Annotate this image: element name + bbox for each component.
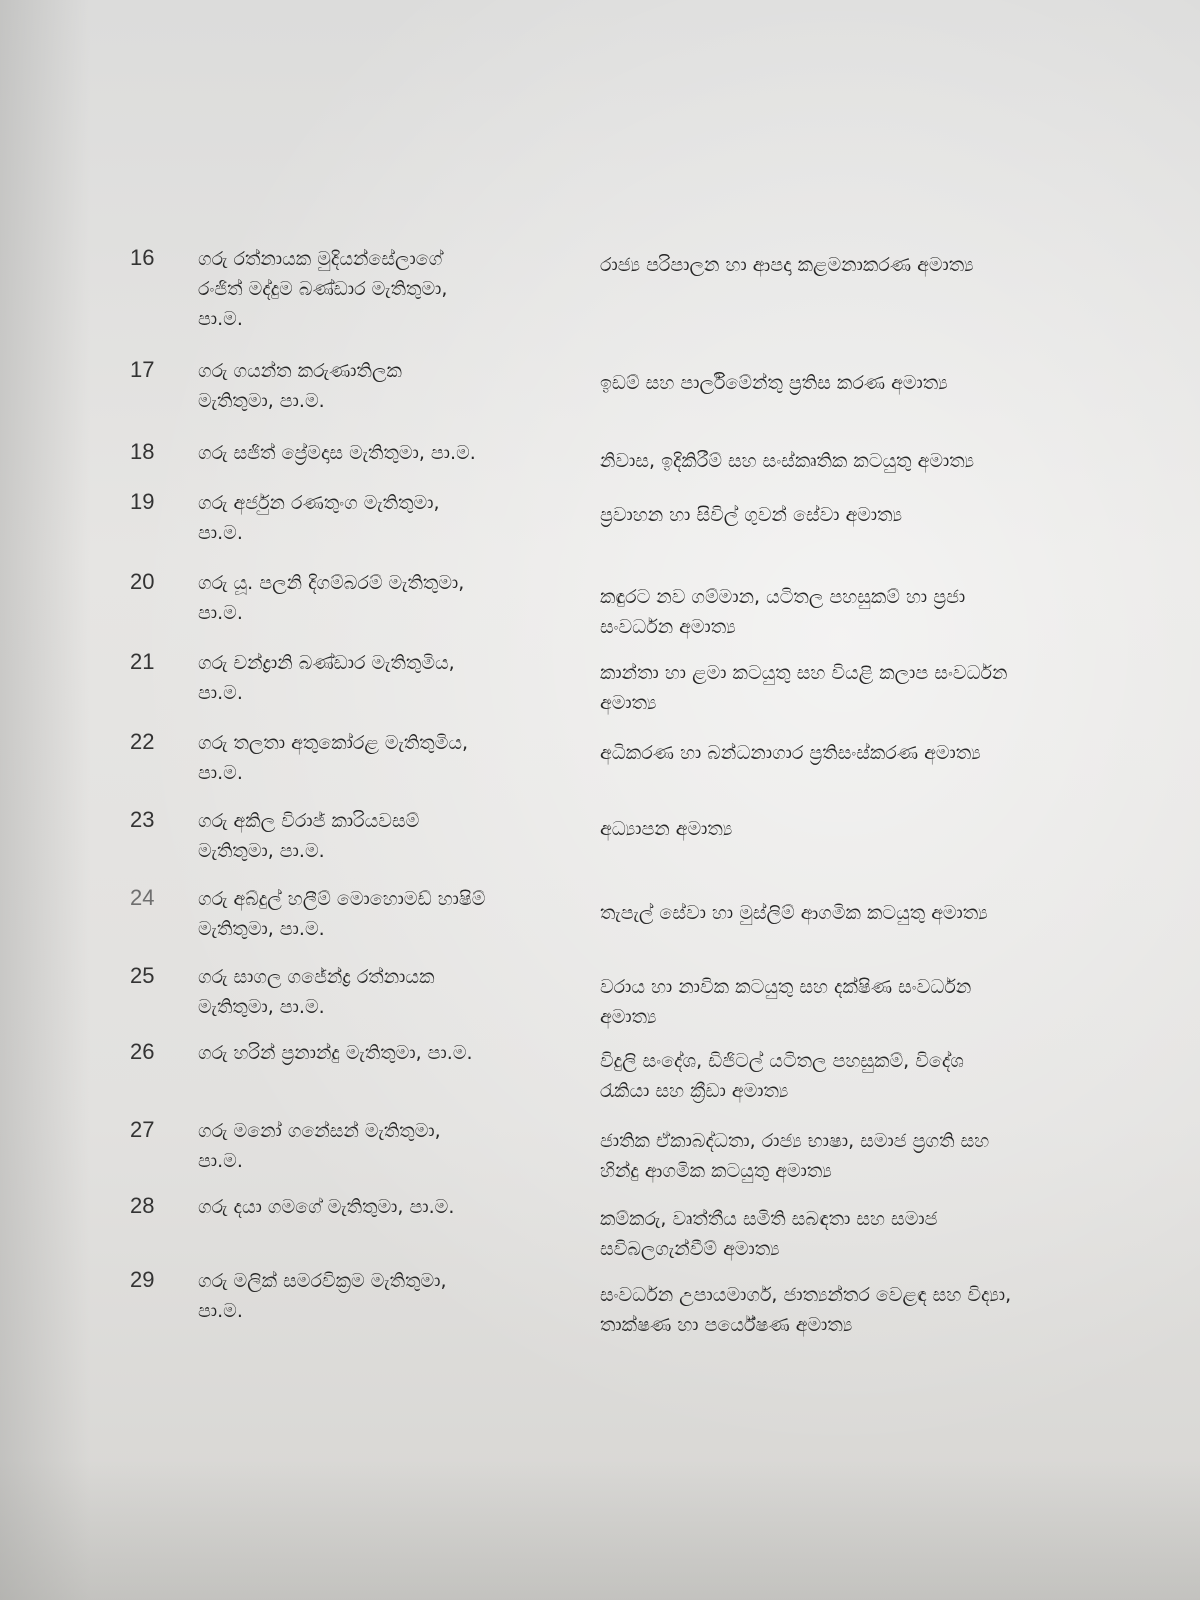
- row-number: 27: [130, 1117, 155, 1142]
- row-number: 17: [130, 357, 155, 382]
- minister-name: ගරු අබ්දුල් හලීම් මොහොමඩ් හාෂිම් මැතිතුමා, පා.ම.: [198, 888, 486, 940]
- minister-name: ගරු චන්ද්‍රානි බණ්ඩාර මැතිතුමිය, පා.ම.: [198, 652, 455, 704]
- minister-name: ගරු මනෝ ගනේසන් මැතිතුමා, පා.ම.: [198, 1120, 441, 1172]
- minister-name: ගරු තලතා අතුකෝරළ මැතිතුමිය, පා.ම.: [198, 732, 469, 784]
- ministry-title: ප්‍රවාහන හා සිවිල් ගුවන් සේවා අමාත්‍ය: [600, 504, 903, 526]
- minister-name: ගරු අර්ජුන රණතුංග මැතිතුමා, පා.ම.: [198, 492, 440, 544]
- ministry-title: රාජ්‍ය පරිපාලන හා ආපදා කළමනාකරණ අමාත්‍ය: [600, 254, 974, 276]
- ministry-title: නිවාස, ඉදිකිරීම් සහ සංස්කෘතික කටයුතු අමාත්‍ය: [600, 450, 975, 472]
- minister-name: ගරු හරින් ප්‍රනාන්දු මැතිතුමා, පා.ම.: [198, 1042, 473, 1064]
- ministry-title: කාන්තා හා ළමා කටයුතු සහ වියළි කලාප සංවර්ධන අමාත්‍ය: [600, 662, 1008, 714]
- ministry-title: අධිකරණ හා බන්ධනාගාර ප්‍රතිසංස්කරණ අමාත්‍ය: [600, 742, 981, 764]
- row-number: 21: [130, 649, 155, 674]
- minister-name: ගරු සාගල ගජේන්ද්‍ර රත්නායක මැතිතුමා, පා.ම.: [198, 966, 435, 1018]
- minister-name: ගරු රත්නායක මුදියන්සේලාගේ රංජිත් මද්දුම බණ්ඩාර මැතිතුමා, පා.ම.: [198, 248, 448, 330]
- row-number: 22: [130, 729, 155, 754]
- row-number: 23: [130, 807, 155, 832]
- ministry-title: විදුලි සංදේශ, ඩිජිටල් යටිතල පහසුකම්, විදේශ රැකියා සහ ක්‍රීඩා අමාත්‍ය: [600, 1050, 964, 1102]
- ministry-title: තැපැල් සේවා හා මුස්ලිම් ආගමික කටයුතු අමාත්‍ය: [600, 902, 988, 924]
- minister-name: ගරු ගයන්ත කරුණාතිලක මැතිතුමා, පා.ම.: [198, 360, 402, 412]
- ministry-title: වරාය හා නාවික කටයුතු සහ දක්ෂිණ සංවර්ධන අමාත්‍ය: [600, 976, 972, 1028]
- minister-name: ගරු දයා ගමගේ මැතිතුමා, පා.ම.: [198, 1196, 455, 1218]
- minister-name: ගරු මලික් සමරවික්‍රම මැතිතුමා, පා.ම.: [198, 1270, 447, 1322]
- row-number: 28: [130, 1193, 155, 1218]
- row-number: 16: [130, 245, 155, 270]
- ministry-title: කඳුරට නව ගම්මාන, යටිතල පහසුකම් හා ප්‍රජා සංවර්ධන අමාත්‍ය: [600, 586, 966, 638]
- row-number: 29: [130, 1267, 155, 1292]
- ministry-title: අධ්‍යාපන අමාත්‍ය: [600, 818, 733, 840]
- minister-name: ගරු යූ. පලනි දිගම්බරම් මැතිතුමා, පා.ම.: [198, 572, 465, 624]
- row-number: 24: [130, 885, 155, 910]
- minister-name: ගරු අකිල විරාජ් කාරියවසම් මැතිතුමා, පා.ම.: [198, 810, 420, 862]
- row-number: 26: [130, 1039, 155, 1064]
- ministry-title: ජාතික ඒකාබද්ධතා, රාජ්‍ය භාෂා, සමාජ ප්‍රගති සහ හින්දු ආගමික කටයුතු අමාත්‍ය: [600, 1130, 990, 1182]
- row-number: 25: [130, 963, 155, 988]
- ministry-title: ඉඩම් සහ පාර්ලිමේන්තු ප්‍රතිස කරණ අමාත්‍ය: [600, 372, 948, 394]
- minister-name: ගරු සජිත් ප්‍රේමදාස මැතිතුමා, පා.ම.: [198, 442, 476, 464]
- row-number: 20: [130, 569, 155, 594]
- ministry-title: සංවර්ධන උපායමාර්ග, ජාත්‍යන්තර වෙළඳ සහ විද්‍යා, තාක්ෂණ හා පර්යේෂණ අමාත්‍ය: [600, 1284, 1012, 1336]
- ministry-title: කම්කරු, වෘත්තීය සමිති සබඳතා සහ සමාජ සවිබලගැන්වීම් අමාත්‍ය: [600, 1208, 938, 1260]
- row-number: 18: [130, 439, 155, 464]
- row-number: 19: [130, 489, 155, 514]
